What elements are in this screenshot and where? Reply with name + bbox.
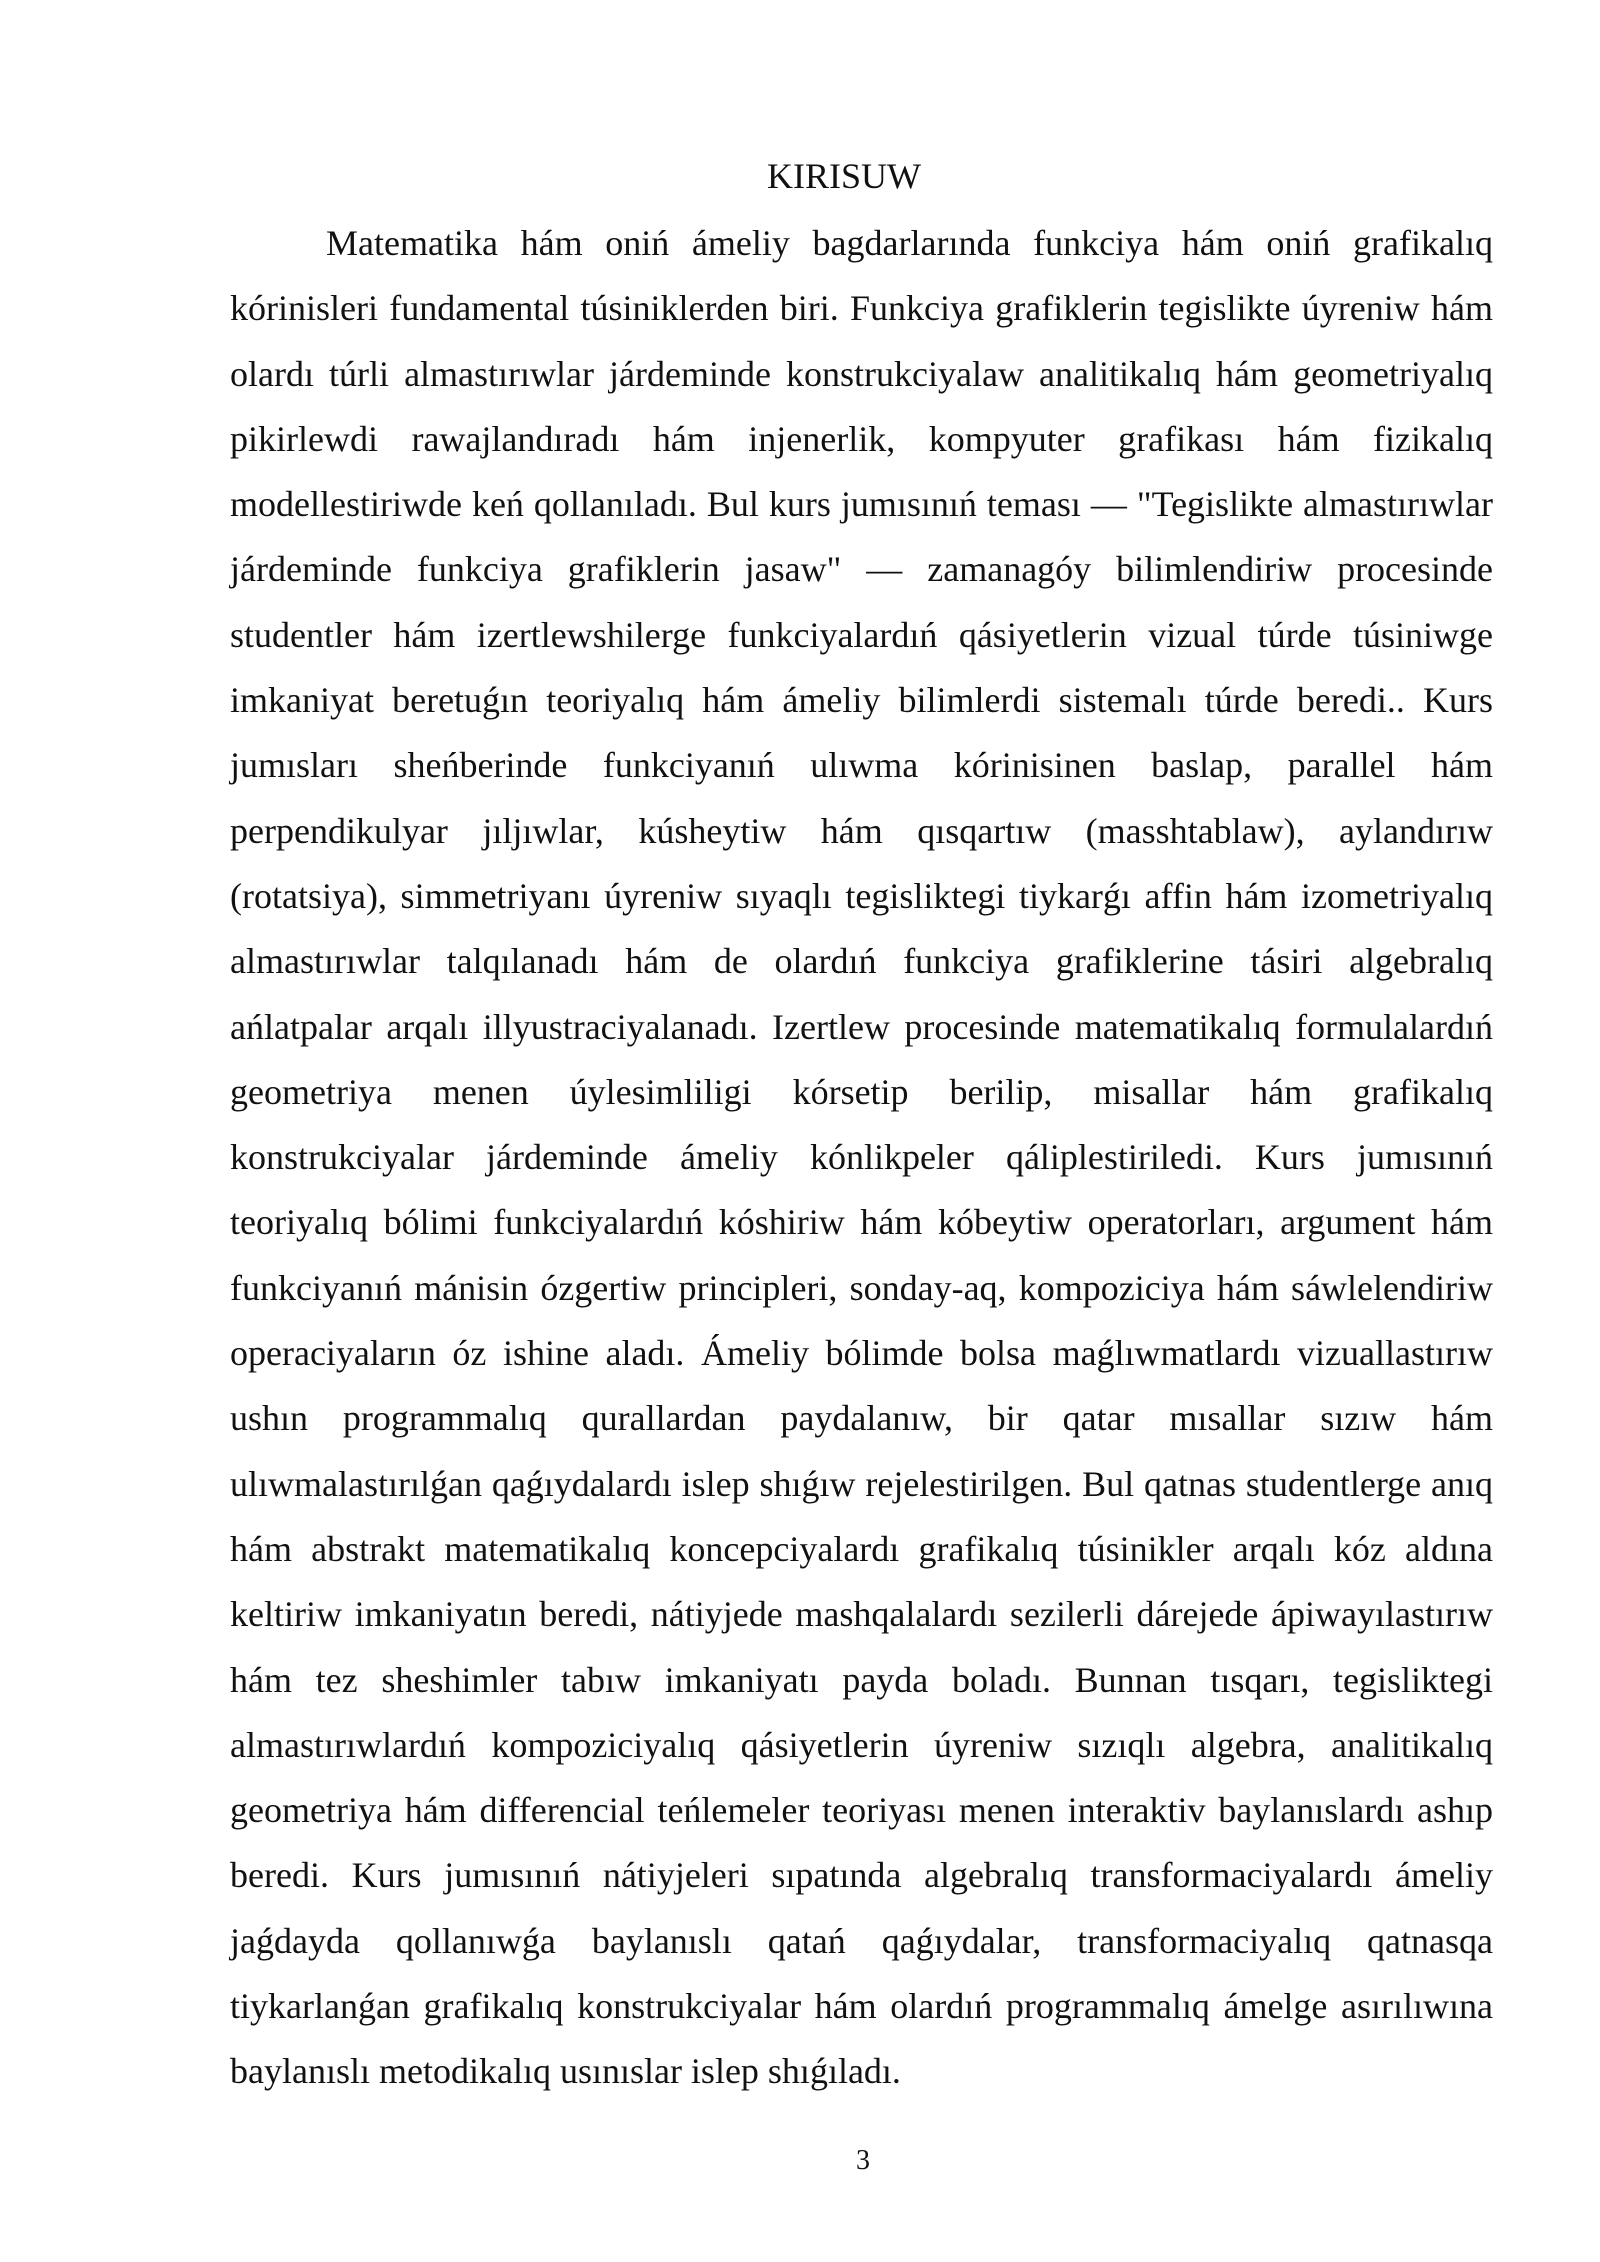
section-heading: KIRISUW bbox=[767, 156, 921, 196]
body-paragraph: Matematika hám oniń ámeliy bagdarlarında funkciya hám oniń grafikalıq kórinisleri fundamental túsiniklerden biri. Funkciya grafiklerin tegislikte úyreniw hám olardı túrli almastırıwlar járdeminde konstrukciyalaw analitikalıq hám geometriyalıq pikirlewdi rawajlandıradı hám injenerlik, kompyuter grafikası hám fizikalıq modellestiriwde keń qollanıladı. Bul kurs jumısınıń teması — "Tegislikte almastırıwlar járdeminde funkciya grafiklerin jasaw" — zamanagóy bilimlendiriw procesinde studentler hám izertlewshilerge funkciyalardıń qásiyetlerin vizual túrde túsiniwge imkaniyat beretuǵın teoriyalıq hám ámeliy bilimlerdi sistemalı túrde beredi.. Kurs jumısları sheńberinde funkciyanıń ulıwma kórinisinen baslap, parallel hám perpendikulyar jıljıwlar, kúsheytiw hám qısqartıw (masshtablaw), aylandırıw (rotatsiya), simmetriyanı úyreniw sıyaqlı tegisliktegi tiykarǵı affin hám izometriyalıq almastırıwlar talqılanadı hám de olardıń funkciya grafiklerine tásiri algebralıq ańlatpalar arqalı illyustraciyalanadı. Izertlew procesinde matematikalıq formulalardıń geometriya menen úylesimliligi kórsetip berilip, misallar hám grafikalıq konstrukciyalar járdeminde ámeliy kónlikpeler qáliplestiriledi. Kurs jumısınıń teoriyalıq bólimi funkciyalardıń kóshiriw hám kóbeytiw operatorları, argument hám funkciyanıń mánisin ózgertiw principleri, sonday-aq, kompoziciya hám sáwlelendiriw operaciyaların óz ishine aladı. Ámeliy bólimde bolsa maǵlıwmatlardı vizuallastırıw ushın programmalıq qurallardan paydalanıw, bir qatar mısallar sızıw hám ulıwmalastırılǵan qaǵıydalardı islep shıǵıw rejelestirilgen. Bul qatnas studentlerge anıq hám abstrakt matematikalıq koncepciyalardı grafikalıq túsinikler arqalı kóz aldına keltiriw imkaniyatın beredi, nátiyjede mashqalalardı sezilerli dárejede ápiwayılastırıw hám tez sheshimler tabıw imkaniyatı payda boladı. Bunnan tısqarı, tegisliktegi almastırıwlardıń kompoziciyalıq qásiyetlerin úyreniw sızıqlı algebra, analitikalıq geometriya hám differencial teńlemeler teoriyası menen interaktiv baylanıslardı ashıp beredi. Kurs jumısınıń nátiyjeleri sıpatında algebralıq transformaciyalardı ámeliy jaǵdayda qollanıwǵa baylanıslı qatań qaǵıydalar, transformaciyalıq qatnasqa tiykarlanǵan grafikalıq konstrukciyalar hám olardıń programmalıq ámelge asırılıwına baylanıslı metodikalıq usınıslar islep shıǵıladı. bbox=[230, 223, 1493, 2092]
page-number: 3 bbox=[856, 2145, 870, 2176]
